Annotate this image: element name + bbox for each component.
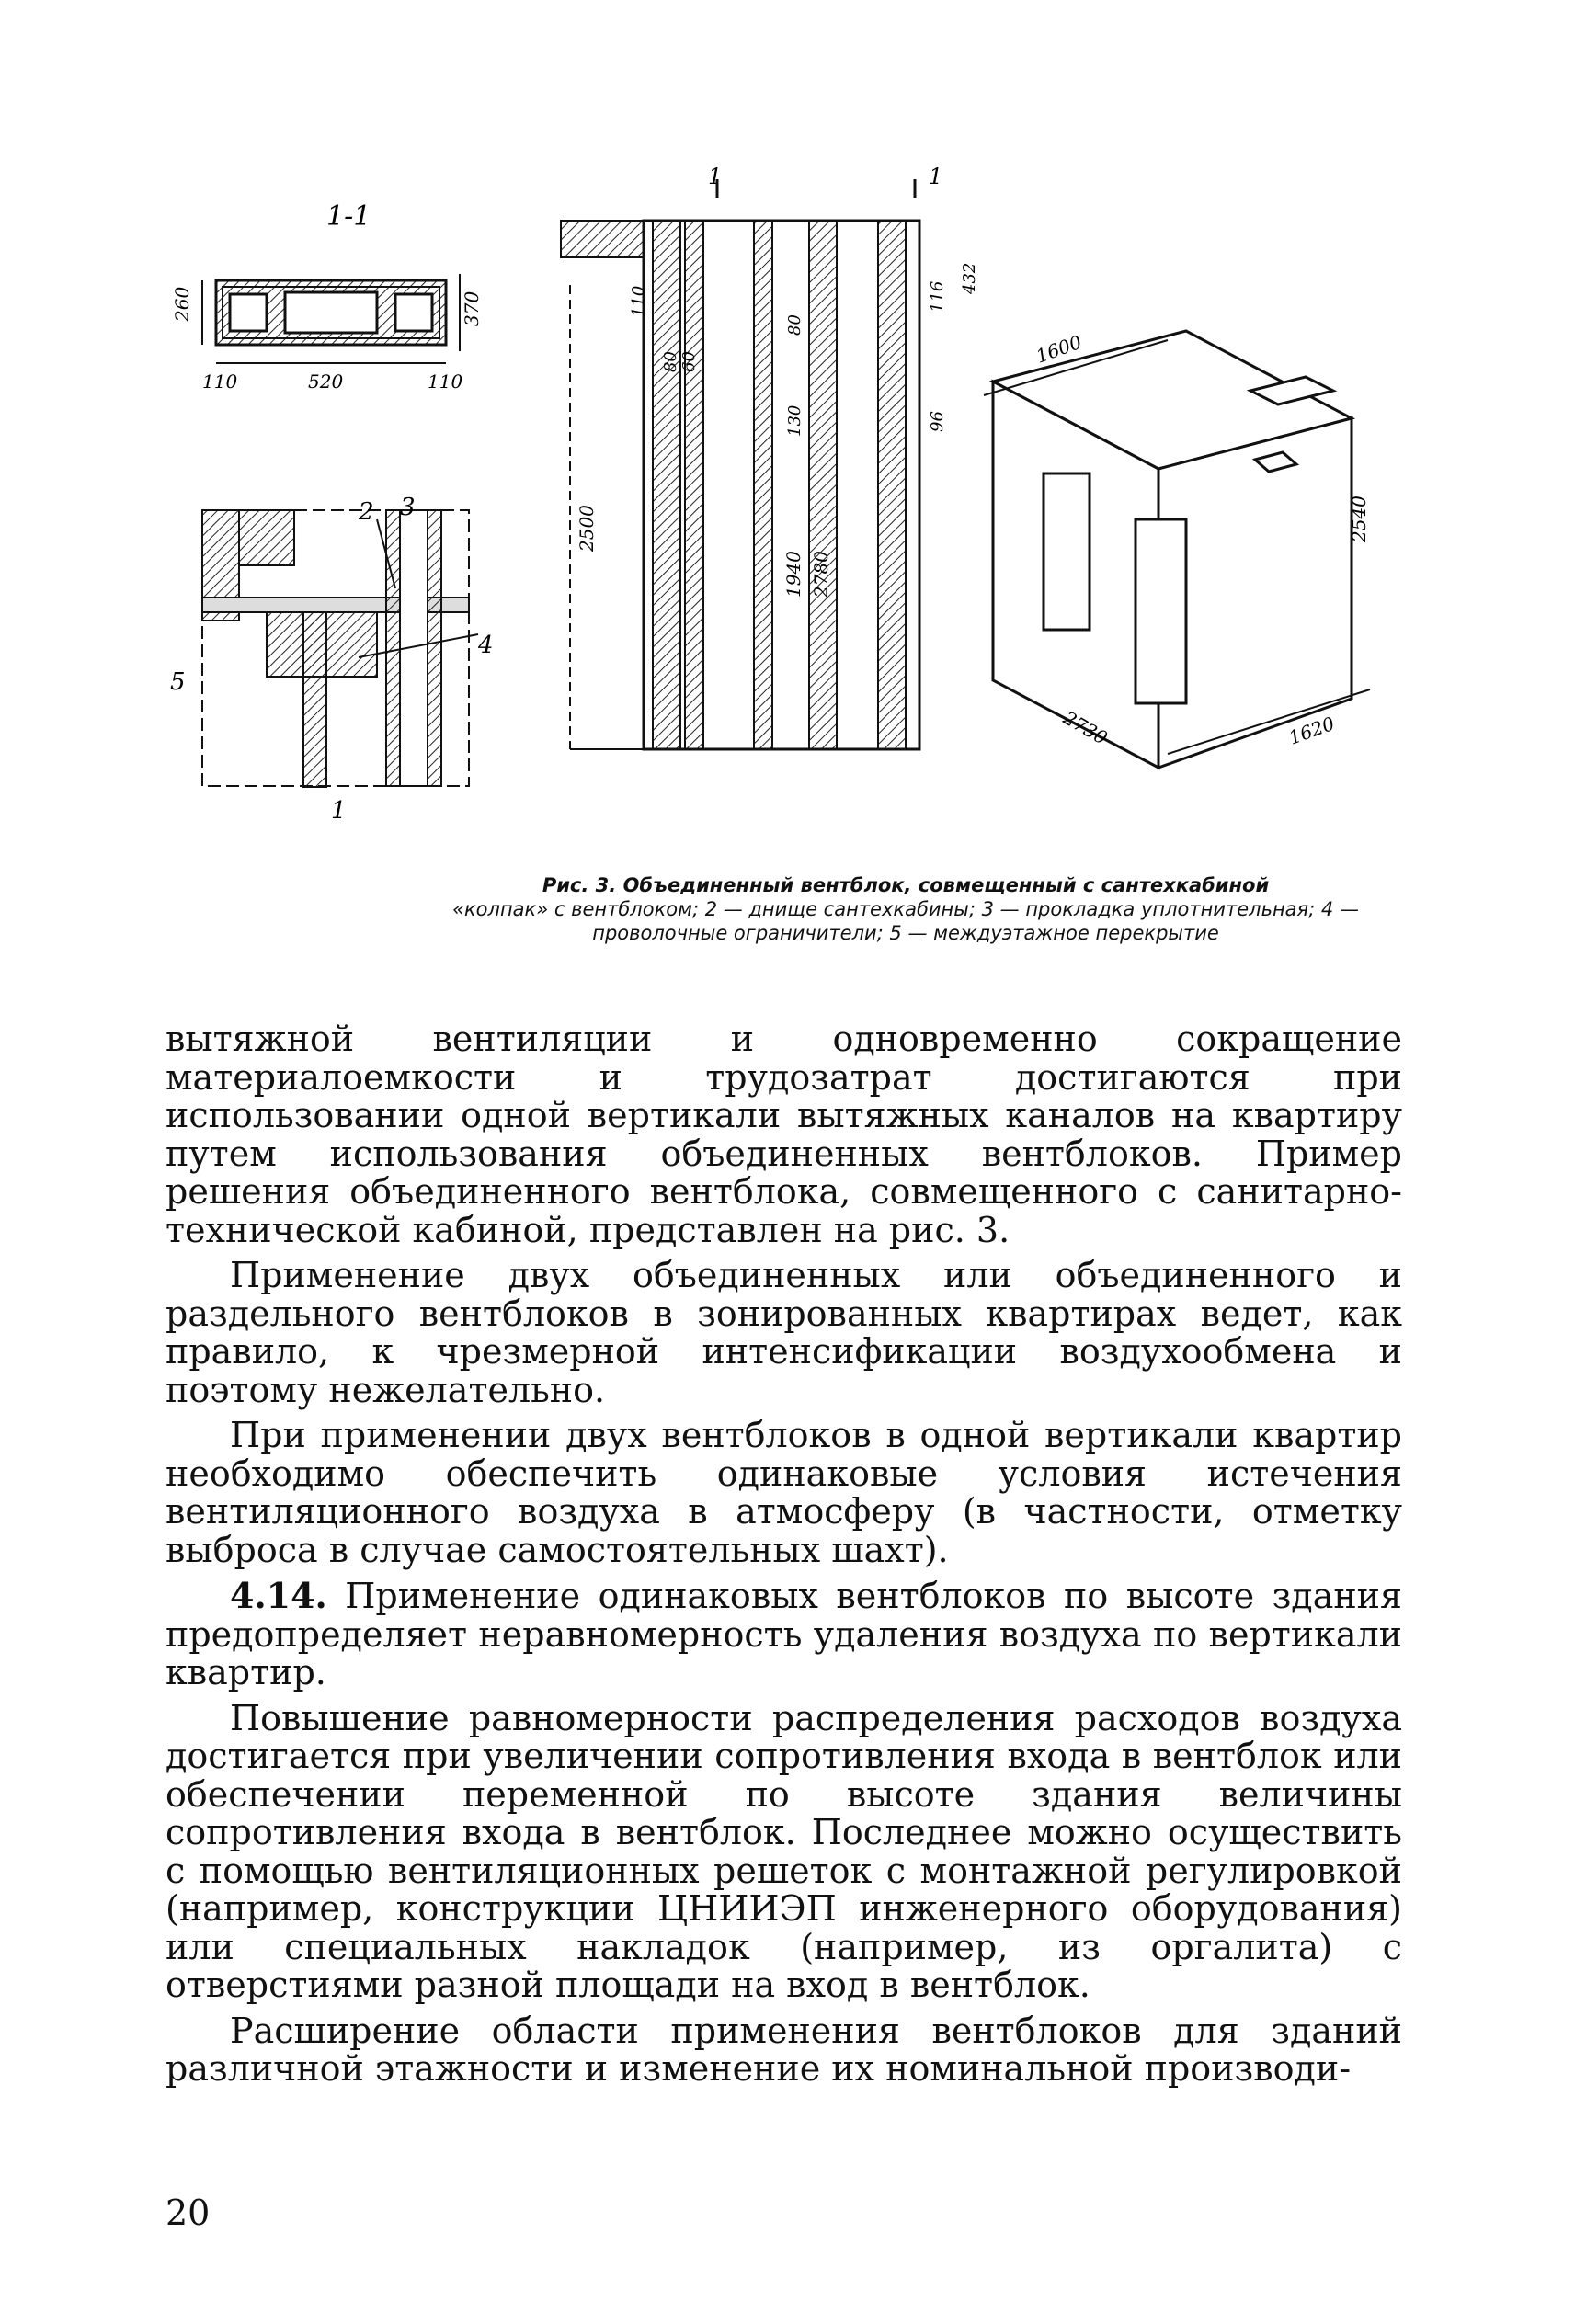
- dim-section-6: 432: [960, 262, 979, 294]
- figure-caption-title: Рис. 3. Объединенный вентблок, совмещенный с сантехкабиной: [542, 874, 1270, 896]
- dim-section-5: 116: [928, 280, 947, 313]
- dim-cabin-2: 2540: [1348, 496, 1370, 542]
- paragraph-2: Применение двух объединенных или объединенного и раздельного вентблоков в зонированных квартирах ведет, как правило, к чрезмерной интенсификации воздухообмена и поэтому нежелательно.: [165, 1255, 1402, 1410]
- page-number: 20: [165, 2193, 211, 2233]
- dim-plan-2: 370: [461, 290, 483, 326]
- node-label-4: 4: [478, 632, 494, 659]
- cut-mark-right: 1: [929, 164, 943, 189]
- dim-plan-4: 520: [308, 370, 344, 393]
- paragraph-4: [165, 1577, 1402, 1692]
- node-label-2: 2: [359, 498, 374, 526]
- dim-section-10: 1940: [782, 551, 805, 598]
- dim-plan-5: 110: [428, 370, 463, 393]
- node-detail: [170, 494, 494, 825]
- node-label-5: 5: [170, 668, 186, 696]
- dim-section-1: 110: [629, 285, 648, 317]
- dim-section-7: 96: [928, 411, 947, 432]
- dim-section-8: 130: [785, 404, 805, 437]
- paragraph-6: Расширение области применения вентблоков для зданий различной этажности и изменение их номинальной производи-: [165, 2010, 1402, 2089]
- paragraph-1: вытяжной вентиляции и одновременно сокращение материалоемкости и трудозатрат достигаются при использовании одной вертикали вытяжных каналов на квартиру путем использования объединенных вентблоков. Пример решения объединенного вентблока, совмещенного с санитарно-технической кабиной, представлен на рис. 3.: [165, 1019, 1402, 1250]
- figure-3-drawing: [165, 156, 1434, 841]
- dim-plan-3: 110: [202, 370, 238, 393]
- paragraph-4-text: Применение одинаковых вентблоков по высоте здания предопределяет неравномерность удаления воздуха по вертикали квартир.: [165, 1576, 1402, 1692]
- section-label: 1-1: [326, 200, 371, 233]
- dim-plan-1: 260: [171, 286, 193, 322]
- plan-section-1-1: [171, 200, 483, 393]
- dim-section-9: 2500: [576, 505, 598, 552]
- dim-cabin-3: 2730: [1059, 706, 1112, 749]
- cut-mark-left: 1: [708, 164, 723, 189]
- section-number: 4.14.: [230, 1575, 327, 1616]
- node-label-3: 3: [400, 494, 416, 521]
- node-label-1: 1: [331, 797, 347, 825]
- sanitary-cabin-isometric: [984, 331, 1370, 768]
- dim-section-11: 2780: [810, 551, 832, 598]
- figure-caption-legend: «колпак» с вентблоком; 2 — днище сантехкабины; 3 — прокладка уплотнительная; 4 — проволочные ограничители; 5 — междуэтажное перекрытие: [452, 898, 1359, 944]
- dim-section-3: 60: [679, 351, 699, 372]
- figure-caption: [386, 873, 1425, 945]
- dim-cabin-1: 1600: [1033, 330, 1085, 368]
- dim-cabin-4: 1620: [1285, 712, 1338, 749]
- body-text: [165, 1020, 1402, 2089]
- paragraph-3: При применении двух вентблоков в одной вертикали квартир необходимо обеспечить одинаковые условия истечения вентиляционного воздуха в атмосферу (в частности, отметку выброса в случае самостоятельных шахт).: [165, 1415, 1402, 1570]
- vertical-section: [561, 164, 979, 749]
- dim-section-4: 80: [785, 314, 805, 336]
- paragraph-5: Повышение равномерности распределения расходов воздуха достигается при увеличении сопротивления входа в вентблок или обеспечении переменной по высоте здания величины сопротивления входа в вентблок. Последнее можно осуществить с помощью вентиляционных решеток с монтажной регулировкой (например, конструкции ЦНИИЭП инженерного оборудования) или специальных накладок (например, из оргалита) с отверстиями разной площади на вход в вентблок.: [165, 1697, 1402, 2005]
- dim-section-2: 80: [661, 351, 680, 372]
